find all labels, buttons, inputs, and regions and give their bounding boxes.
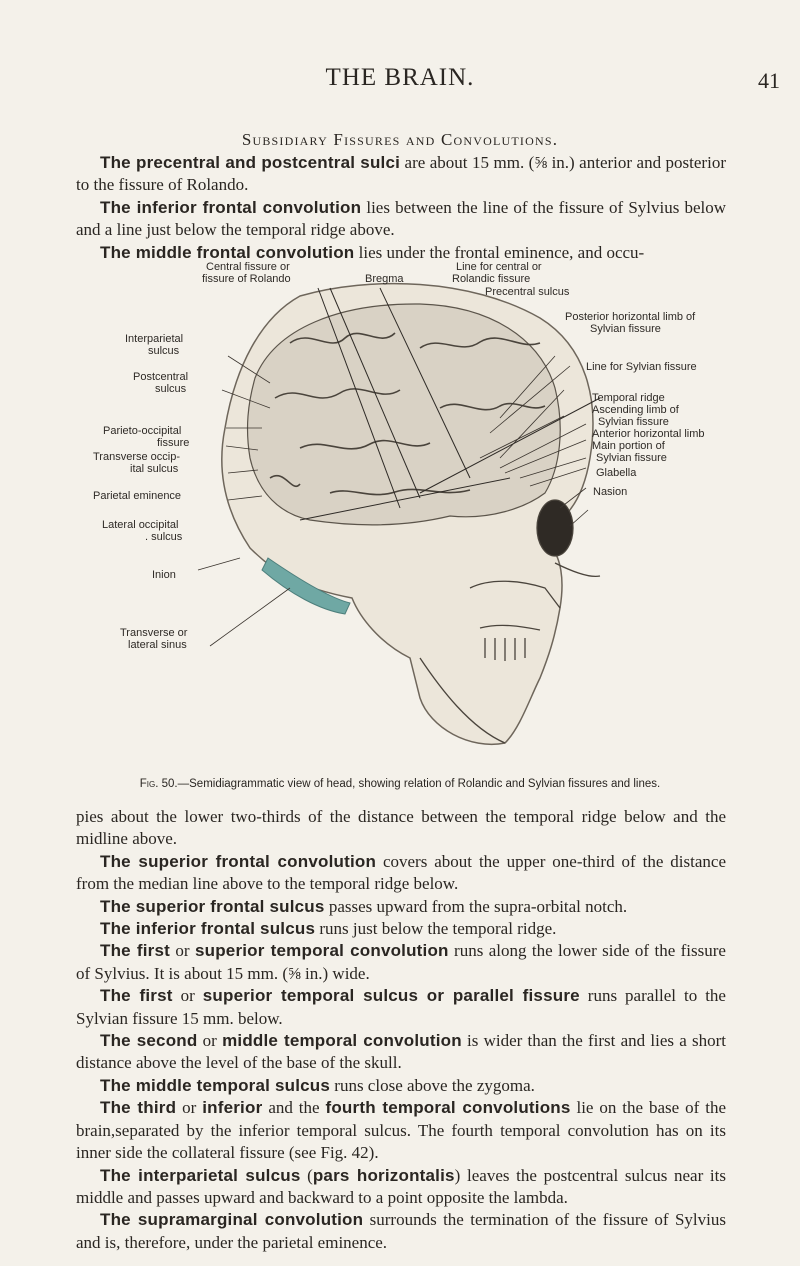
paragraph-text: ( bbox=[300, 1165, 313, 1185]
label-line-central-1: Line for central or bbox=[456, 261, 542, 273]
paragraph-text: or bbox=[197, 1031, 223, 1051]
term: superior temporal sulcus or parallel fissure bbox=[202, 986, 580, 1006]
label-transverse-sinus-1: Transverse or bbox=[120, 627, 188, 639]
paragraph-text: or bbox=[176, 1098, 203, 1118]
label-parietal-eminence: Parietal eminence bbox=[93, 490, 182, 502]
paragraph-text: ) leaves the postcentral sulcus near its middle and passes upward and backward to a point opposite the lambda. bbox=[76, 1165, 726, 1207]
body-paragraph bbox=[76, 1030, 726, 1075]
paragraph-text: is wider than the first and lies a short distance above the level of the base of the skull. bbox=[76, 1031, 726, 1073]
term: The first bbox=[100, 941, 171, 961]
label-central-fissure-2: fissure of Rolando bbox=[202, 273, 291, 285]
term: The middle temporal sulcus bbox=[100, 1075, 331, 1095]
term: The inferior frontal sulcus bbox=[100, 919, 316, 939]
term: pars horizontalis bbox=[312, 1165, 455, 1185]
section-heading: Subsidiary Fissures and Convolutions. bbox=[241, 130, 559, 149]
term: The superior frontal convolution bbox=[100, 851, 377, 871]
body-paragraph bbox=[76, 1165, 726, 1210]
term: The middle frontal convolution bbox=[100, 242, 355, 262]
term: The first bbox=[100, 986, 173, 1006]
label-interparietal-1: Interparietal bbox=[125, 333, 184, 345]
term: The superior frontal sulcus bbox=[100, 896, 325, 916]
figure-caption bbox=[0, 778, 800, 790]
body-text bbox=[76, 806, 726, 1254]
intro-paragraph bbox=[76, 197, 726, 242]
label-ascending-1: Ascending limb of bbox=[592, 404, 679, 416]
paragraph-text: runs along the lower side of the fissure of Sylvius. It is about 15 mm. (⅝ in.) wide. bbox=[76, 941, 726, 983]
paragraph-text: pies about the lower two-thirds of the distance between the temporal ridge below and the midline above. bbox=[76, 807, 726, 849]
label-line-central-2: Rolandic fissure bbox=[452, 273, 531, 285]
label-post-horizontal-2: Sylvian fissure bbox=[590, 323, 661, 335]
body-paragraph bbox=[76, 1209, 726, 1254]
label-main-portion-1: Main portion of bbox=[592, 440, 665, 452]
label-nasion: Nasion bbox=[593, 486, 628, 498]
paragraph-text: or bbox=[172, 986, 203, 1006]
body-paragraph bbox=[76, 851, 726, 896]
term: The second bbox=[100, 1031, 198, 1051]
body-paragraph bbox=[76, 806, 726, 851]
term: inferior bbox=[202, 1098, 263, 1118]
label-bregma: Bregma bbox=[365, 273, 404, 285]
head-diagram bbox=[0, 258, 800, 778]
paragraph-text: lie on the base of the brain,separated by the inferior temporal sulcus. The fourth temporal convolution has on its inner side the collateral fissure (see Fig. 42). bbox=[76, 1098, 726, 1163]
paragraph-text: lies under the frontal eminence, and occu- bbox=[354, 242, 645, 262]
label-transverse-sinus-2: lateral sinus bbox=[128, 639, 187, 651]
term: The supramarginal convolution bbox=[100, 1210, 364, 1230]
term: The inferior frontal convolution bbox=[100, 197, 362, 217]
term: superior temporal convolution bbox=[194, 941, 449, 961]
term: The precentral and postcentral sulci bbox=[100, 153, 401, 172]
paragraph-text: and the bbox=[262, 1098, 326, 1118]
label-line-sylvian: Line for Sylvian fissure bbox=[586, 361, 697, 373]
paragraph-text: passes upward from the supra-orbital notch. bbox=[324, 896, 628, 916]
body-paragraph bbox=[76, 896, 726, 918]
page-number: 41 bbox=[758, 68, 780, 93]
body-paragraph bbox=[76, 918, 726, 940]
paragraph-text: lies between the line of the fissure of Sylvius below and a line just below the temporal ridge above. bbox=[76, 197, 727, 240]
figure-50 bbox=[0, 258, 800, 778]
intro-text bbox=[76, 152, 726, 264]
paragraph-text: surrounds the termination of the fissure of Sylvius and is, therefore, under the parietal eminence. bbox=[76, 1210, 726, 1252]
label-precentral: Precentral sulcus bbox=[485, 286, 570, 298]
intro-paragraph bbox=[76, 152, 726, 197]
label-postcentral-2: sulcus bbox=[155, 383, 187, 395]
label-anterior-horizontal: Anterior horizontal limb bbox=[592, 428, 705, 440]
label-transverse-occip-1: Transverse occip- bbox=[93, 451, 181, 463]
label-lateral-occip-2: . sulcus bbox=[145, 531, 183, 543]
label-main-portion-2: Sylvian fissure bbox=[596, 452, 667, 464]
label-parieto-1: Parieto-occipital bbox=[103, 425, 182, 437]
paragraph-text: or bbox=[170, 941, 195, 961]
label-glabella: Glabella bbox=[596, 467, 637, 479]
label-transverse-occip-2: ital sulcus bbox=[130, 463, 179, 475]
paragraph-text: are about 15 mm. (⅝ in.) anterior and posterior to the fissure of Rolando. bbox=[76, 153, 726, 195]
label-parieto-2: fissure bbox=[157, 437, 190, 449]
caption-tag: Fig. 50. bbox=[139, 778, 178, 790]
label-inion: Inion bbox=[152, 569, 176, 581]
body-paragraph bbox=[76, 1075, 726, 1097]
label-temporal-ridge: Temporal ridge bbox=[592, 392, 665, 404]
body-paragraph bbox=[76, 940, 726, 985]
label-ascending-2: Sylvian fissure bbox=[598, 416, 669, 428]
term: The interparietal sulcus bbox=[100, 1165, 301, 1185]
paragraph-text: runs close above the zygoma. bbox=[330, 1075, 535, 1095]
paragraph-text: runs just below the temporal ridge. bbox=[315, 919, 557, 939]
body-paragraph bbox=[76, 985, 726, 1030]
body-paragraph bbox=[76, 1097, 726, 1164]
label-postcentral-1: Postcentral bbox=[133, 371, 189, 383]
caption-text: —Semidiagrammatic view of head, showing relation of Rolandic and Sylvian fissures and lines. bbox=[177, 778, 661, 790]
label-post-horizontal-1: Posterior horizontal limb of bbox=[565, 311, 696, 323]
label-lateral-occip-1: Lateral occipital bbox=[102, 519, 179, 531]
paragraph-text: covers about the upper one-third of the distance from the median line above to the temporal ridge below. bbox=[76, 851, 726, 894]
brain-mass bbox=[248, 304, 561, 525]
term: The third bbox=[100, 1098, 177, 1118]
label-interparietal-2: sulcus bbox=[148, 345, 180, 357]
term: fourth temporal convolutions bbox=[325, 1098, 571, 1118]
paragraph-text: runs parallel to the Sylvian fissure 15 mm. below. bbox=[76, 986, 726, 1028]
term: middle temporal convolution bbox=[222, 1031, 462, 1051]
running-head: THE BRAIN. bbox=[325, 64, 475, 91]
label-central-fissure-1: Central fissure or bbox=[206, 261, 290, 273]
